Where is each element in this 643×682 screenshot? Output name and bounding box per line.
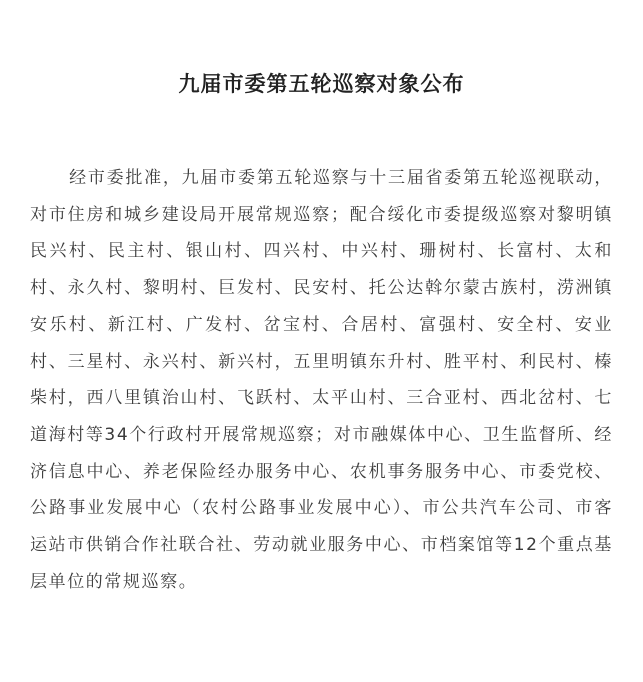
article <box>30 70 613 600</box>
article-paragraph: 经市委批准，九届市委第五轮巡察与十三届省委第五轮巡视联动，对市住房和城乡建设局开展常规巡察；配合绥化市委提级巡察对黎明镇民兴村、民主村、银山村、四兴村、中兴村、珊树村、长富村、太和村、永久村、黎明村、巨发村、民安村、托公达斡尔蒙古族村，涝洲镇安乐村、新江村、广发村、岔宝村、合居村、富强村、安全村、安业村、三星村、永兴村、新兴村，五里明镇东升村、胜平村、利民村、榛柴村，西八里镇治山村、飞跃村、太平山村、三合亚村、西北岔村、七道海村等34个行政村开展常规巡察；对市融媒体中心、卫生监督所、经济信息中心、养老保险经办服务中心、农机事务服务中心、市委党校、公路事业发展中心（农村公路事业发展中心）、市公共汽车公司、市客运站市供销合作社联合社、劳动就业服务中心、市档案馆等12个重点基层单位的常规巡察。 <box>30 168 613 592</box>
article-title: 九届市委第五轮巡察对象公布 <box>178 72 465 96</box>
